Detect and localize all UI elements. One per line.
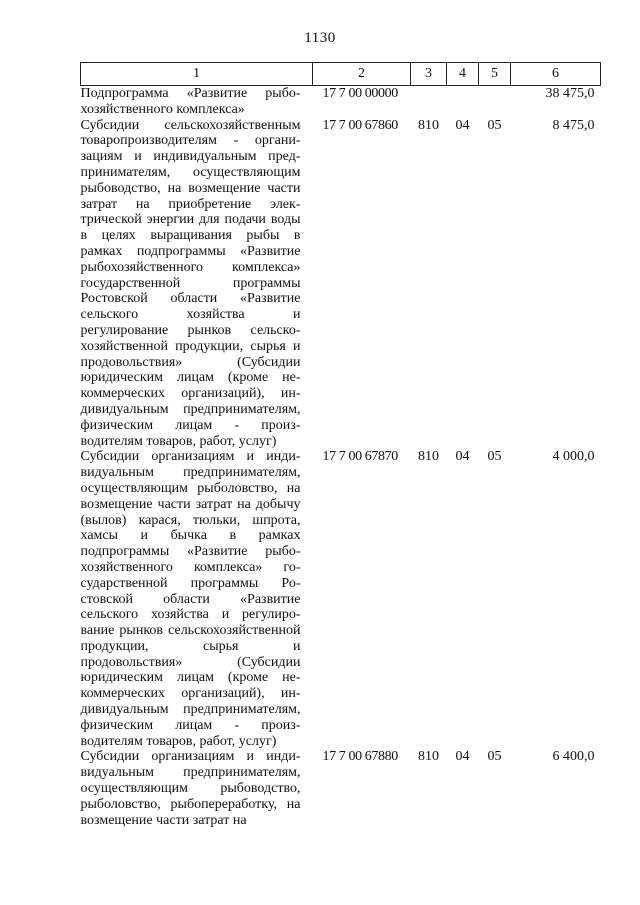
table-row — [81, 749, 601, 828]
page-number: 1130 — [304, 30, 336, 46]
row-code: 17 7 00 67860 — [322, 117, 398, 133]
row-code: 17 7 00 00000 — [322, 86, 398, 101]
table-row — [81, 449, 601, 749]
row-col3 — [411, 86, 447, 118]
row-col3: 810 — [418, 749, 439, 765]
row-description: Субсидии сельскохозяйственным товаропроизводителям - организациям и индивидуальным предпринимателям, осуществляющим рыбоводство, на возмещение части затрат на приобретение электрической энергии для подачи воды в целях выращивания рыбы в рамках подпрограммы «Развитие рыбохозяйственного комплекса» государственной программы Ростовской области «Развитие сельского хозяйства и регулирование рынков сельскохозяйственной продукции, сырья и продовольствия» (Субсидии юридическим лицам (кроме некоммерческих организаций), индивидуальным предпринимателям, физическим лицам - производителям товаров, работ, услуг) — [80, 117, 301, 449]
row-col5: 05 — [487, 449, 502, 465]
row-description: Подпрограмма «Развитие рыбохозяйственного комплекса» — [80, 86, 301, 117]
row-col4 — [447, 86, 479, 118]
row-col5: 05 — [487, 117, 502, 133]
row-col5: 05 — [487, 749, 502, 765]
row-amount: 6 400,0 — [552, 749, 595, 765]
row-description: Субсидии организациям и индивидуальным предпринимателям, осуществляющим рыболовство, на возмещение части затрат на добычу (вылов) карася, тюльки, шпрота, хамсы и бычка в рамках подпрограммы «Развитие рыбохозяйственного комплекса» государственной программы Ростовской области «Развитие сельского хозяйства и регулирование рынков сельскохозяйственной продукции, сырья и продовольствия» (Субсидии юридическим лицам (кроме некоммерческих организаций), индивидуальным предпринимателям, физическим лицам - производителям товаров, работ, услуг) — [80, 449, 301, 749]
header-col-1: 1 — [81, 63, 313, 86]
row-code: 17 7 00 67870 — [322, 449, 398, 465]
header-col-5: 5 — [479, 63, 511, 86]
budget-table — [80, 62, 601, 828]
row-col3: 810 — [418, 117, 439, 133]
row-col5 — [479, 86, 511, 118]
table-body — [81, 86, 601, 829]
row-amount: 38 475,0 — [545, 86, 595, 101]
table-row — [81, 86, 601, 118]
table-row — [81, 118, 601, 450]
row-col4: 04 — [455, 449, 470, 465]
table-header — [81, 63, 601, 86]
row-code: 17 7 00 67880 — [322, 749, 398, 765]
header-col-6: 6 — [511, 63, 601, 86]
header-col-3: 3 — [411, 63, 447, 86]
row-col4: 04 — [455, 117, 470, 133]
row-description: Субсидии организациям и индивидуальным предпринимателям, осуществляющим рыбоводство, рыболовство, рыбопереработку, на возмещение части затрат на — [80, 749, 301, 828]
row-col4: 04 — [455, 749, 470, 765]
row-amount: 4 000,0 — [552, 449, 595, 465]
row-col3: 810 — [418, 449, 439, 465]
row-amount: 8 475,0 — [552, 117, 595, 133]
header-col-2: 2 — [313, 63, 411, 86]
header-row — [81, 63, 601, 86]
header-col-4: 4 — [447, 63, 479, 86]
